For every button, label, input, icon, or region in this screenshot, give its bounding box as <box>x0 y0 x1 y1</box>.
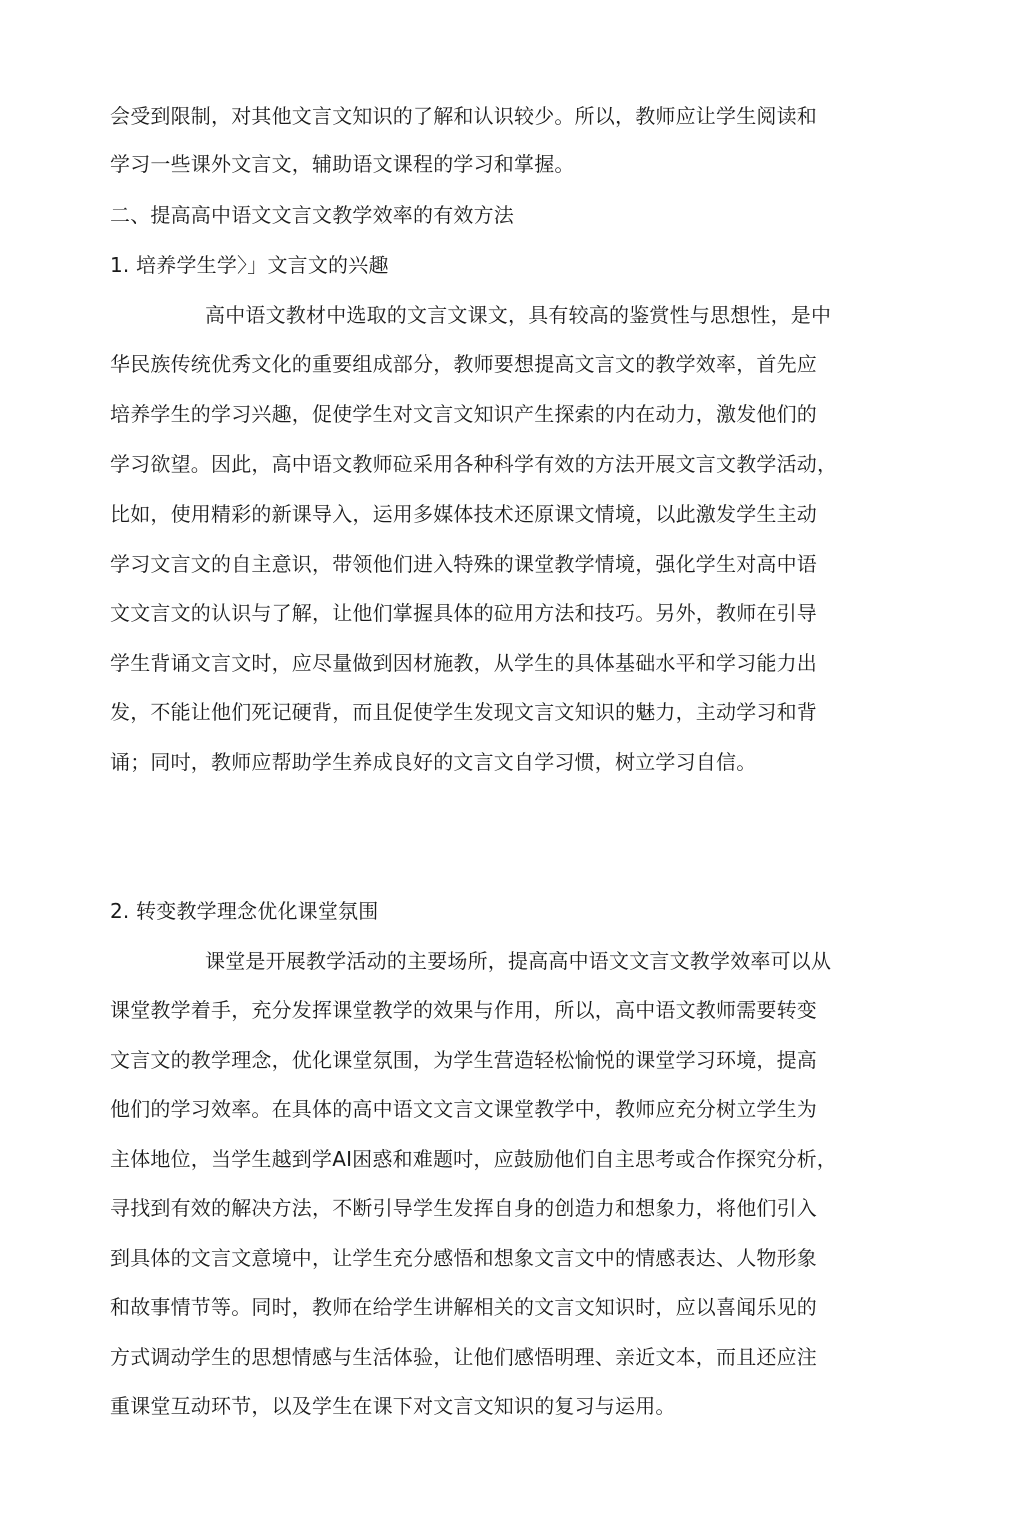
subsection-2-heading: 2. 转变教学理念优化课堂氛围 <box>110 899 379 923</box>
subsection-2-line-1: 课堂是开展教学活动的主要场所，提高高中语文文言文教学效率可以从 <box>205 949 832 973</box>
subsection-1-line-4: 学习欲望。因此，高中语文教师砬采用各种科学有效的方法开展文言文教学活动， <box>110 452 838 476</box>
subsection-2-line-4: 他们的学习效率。在具体的高中语文文言文课堂教学中，教师应充分树立学生为 <box>110 1097 817 1121</box>
subsection-1-line-9: 发，不能让他们死记硬背，而且促使学生发现文言文知识的魅力，主动学习和背 <box>110 700 817 724</box>
subsection-2-line-8: 和故事情节等。同时，教师在给学生讲解相关的文言文知识时，应以喜闻乐见的 <box>110 1295 817 1319</box>
subsection-2-line-3: 文言文的教学理念，优化课堂氛围，为学生营造轻松愉悦的课堂学习环境，提高 <box>110 1048 817 1072</box>
subsection-1-line-1: 高中语文教材中选取的文言文课文，具有较高的鉴赏性与思想性，是中 <box>205 303 832 327</box>
subsection-1-line-5: 比如，使用精彩的新课导入，运用多媒体技术还原课文情境，以此激发学生主动 <box>110 502 817 526</box>
intro-line-2: 学习一些课外文言文，辅助语文课程的学习和掌握。 <box>110 152 575 176</box>
subsection-1-line-10: 诵；同吋，教师应帮助学生养成良好的文言文自学习惯，树立学习自信。 <box>110 750 757 774</box>
subsection-1-line-2: 华民族传统优秀文化的重要组成部分，教师要想提高文言文的教学效率，首先应 <box>110 352 817 376</box>
subsection-2-line-10: 重课堂互动环节，以及学生在课下对文言文知识的复习与运用。 <box>110 1394 676 1418</box>
subsection-2-line-7: 到具体的文言文意境中，让学生充分感悟和想象文言文中的情感表达、人物形象 <box>110 1246 817 1270</box>
subsection-2-line-2: 课堂教学着手，充分发挥课堂教学的效果与作用，所以，高中语文教师需要转变 <box>110 998 817 1022</box>
subsection-1-line-8: 学生背诵文言文时，应尽量做到因材施教，从学生的具体基础水平和学习能力出 <box>110 651 817 675</box>
intro-line-1: 会受到限制，对其他文言文知识的了解和认识较少。所以，教师应让学生阅读和 <box>110 104 817 128</box>
subsection-2-line-6: 寻找到有效的解决方法，不断引导学生发挥自身的创造力和想象力，将他们引入 <box>110 1196 817 1220</box>
subsection-1-heading: 1. 培养学生学〉」文言文的兴趣 <box>110 253 389 277</box>
subsection-1-line-6: 学习文言文的自主意识，带领他们进入特殊的课堂教学情境，强化学生对高中语 <box>110 552 817 576</box>
subsection-1-line-7: 文文言文的认识与了解，让他们掌握具体的砬用方法和技巧。另外，教师在引导 <box>110 601 817 625</box>
subsection-1-line-3: 培养学生的学习兴趣，促使学生对文言文知识产生探索的内在动力，激发他们的 <box>110 402 817 426</box>
subsection-2-line-5: 主体地位，当学生越到学AI困惑和难题吋，应鼓励他们自主思考或合作探究分析， <box>110 1147 837 1171</box>
subsection-2-line-9: 方式调动学生的思想情感与生活体验，让他们感悟明理、亲近文本，而且还应注 <box>110 1345 817 1369</box>
section-heading: 二、提高高中语文文言文教学效率的有效方法 <box>110 203 514 227</box>
